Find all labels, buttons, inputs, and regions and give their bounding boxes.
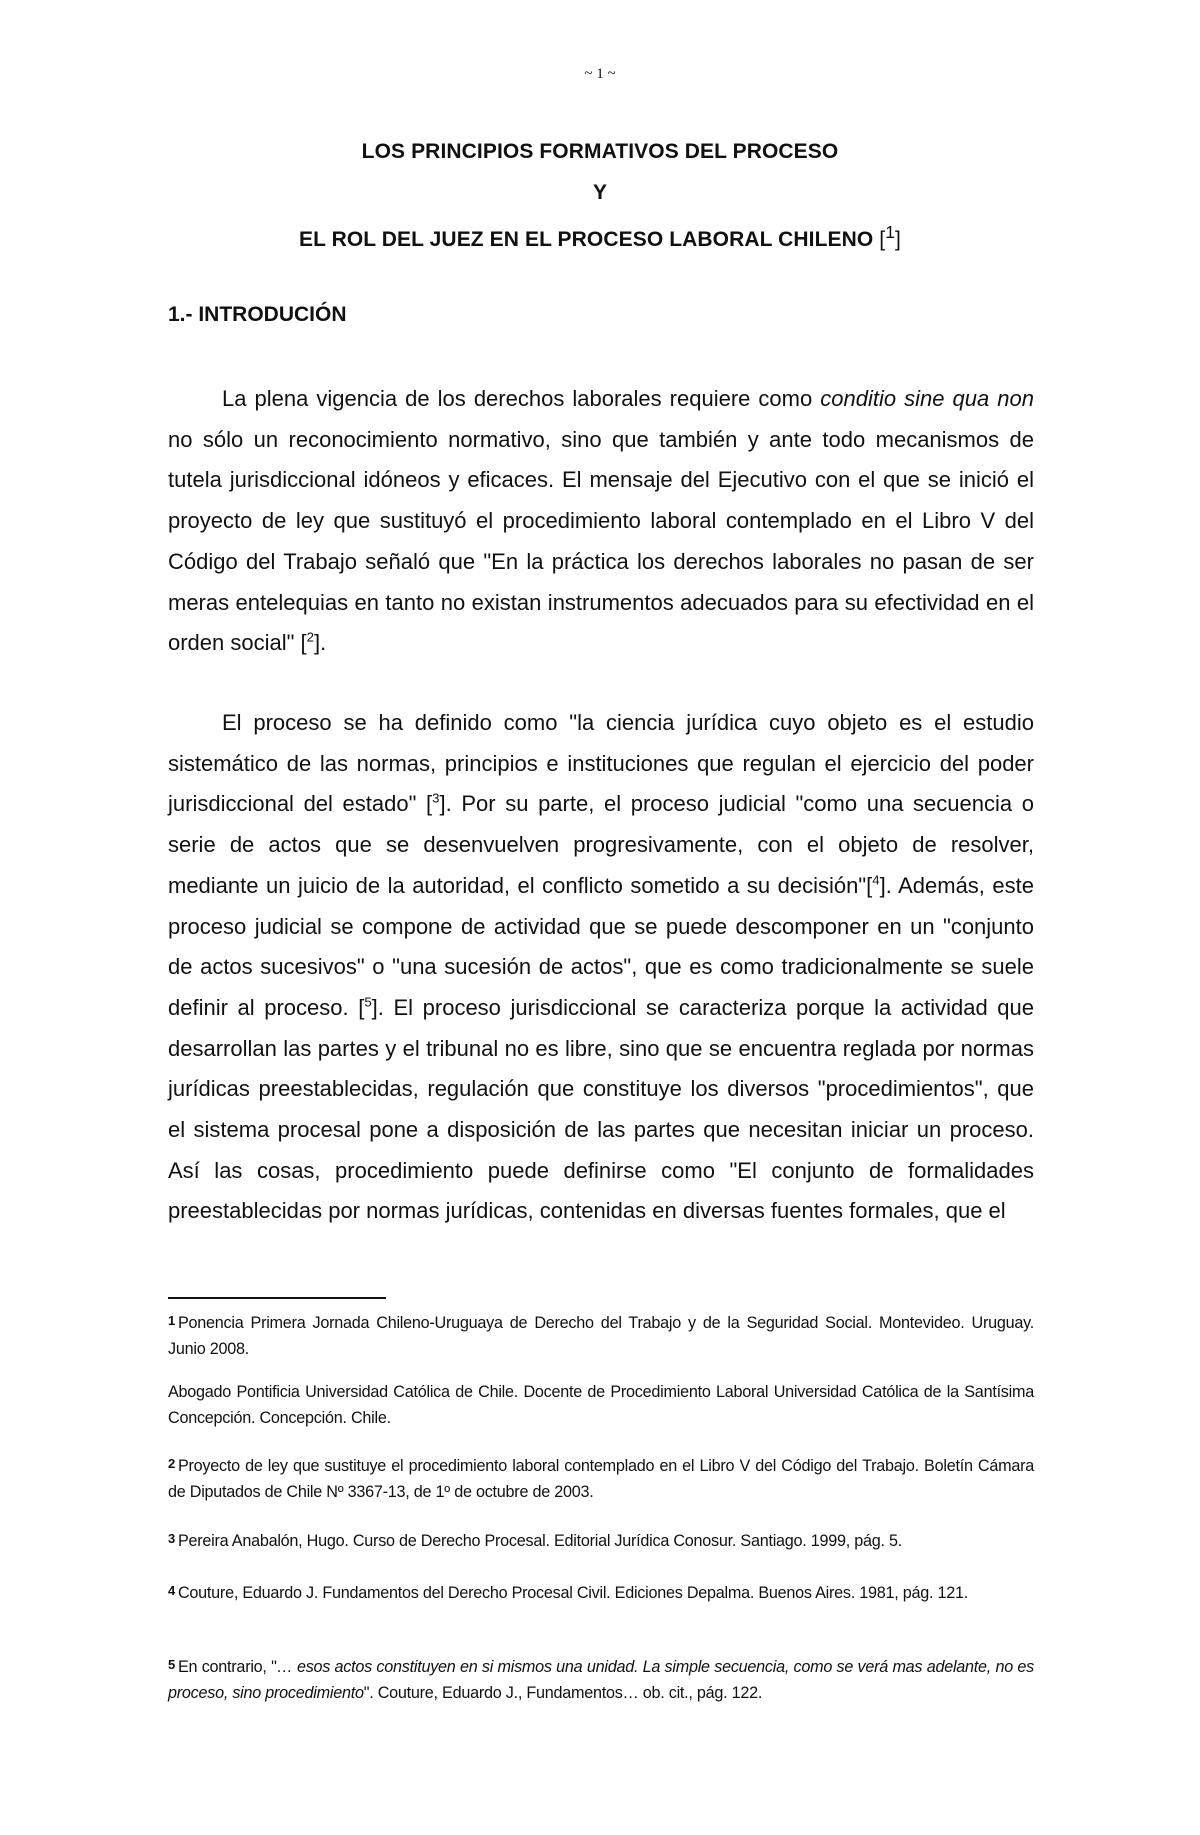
footnote-3: 3 Pereira Anabalón, Hugo. Curso de Derecho Procesal. Editorial Jurídica Conosur. Santiago. 1999, pág. 5.: [168, 1531, 903, 1550]
footnote-4: 4 Couture, Eduardo J. Fundamentos del Derecho Procesal Civil. Ediciones Depalma. Buenos Aires. 1981, pág. 121.: [168, 1583, 969, 1602]
latin-phrase: conditio sine qua non: [820, 386, 1035, 411]
footnote-mark: 1: [168, 1313, 175, 1328]
title-line-1: LOS PRINCIPIOS FORMATIVOS DEL PROCESO: [361, 140, 839, 163]
footnote-2: 2 Proyecto de ley que sustituye el procedimiento laboral contemplado en el Libro V del Código del Trabajo. Boletín Cámara de Diputados de Chile Nº 3367-13, de 1º de octubre de 2003.: [168, 1456, 1034, 1501]
paragraph-2: El proceso se ha definido como "la ciencia jurídica cuyo objeto es el estudio sistemático de las normas, principios e instituciones que regulan el ejercicio del poder jurisdiccional del estado" [$^3$]. Por su parte, el proceso judicial "como una secuencia o serie de actos que se desenvuelven progresivamente, con el objeto de resolver, mediante un juicio de la autoridad, el conflicto sometido a su decisión"[$^4$]. Además, este proceso judicial se compone de actividad que se puede descomponer en un "conjunto de actos sucesivos" o "una sucesión de actos", que es como tradicionalmente se suele definir al proceso. [$^5$]. El proceso jurisdiccional se caracteriza porque la actividad que desarrollan las partes y el tribunal no es libre, sino que se encuentra reglada por normas jurídicas preestablecidas, regulación que constituye los diversos "procedimientos", que el sistema procesal pone a disposición de las partes que necesitan iniciar un proceso. Así las cosas, procedimiento puede definirse como "El conjunto de formalidades preestablecidas por normas jurídicas, contenidas en diversas fuentes formales, que el: [168, 710, 1035, 1224]
paragraph-1: La plena vigencia de los derechos laborales requiere como conditio sine qua non no sólo un reconocimiento normativo, sino que también y ante todo mecanismos de tutela jurisdiccional idóneos y eficaces. El mensaje del Ejecutivo con el que se inició el proyecto de ley que sustituyó el procedimiento laboral contemplado en el Libro V del Código del Trabajo señaló que "En la práctica los derechos laborales no pasan de ser meras entelequias en tanto no existan instrumentos adecuados para su efectividad en el orden social" [$^2$].: [168, 386, 1035, 656]
footnote-5: 5 En contrario, "… esos actos constituyen en si mismos una unidad. La simple secuencia, como se verá mas adelante, no es proceso, sino procedimiento". Couture, Eduardo J., Fundamentos… ob. cit., pág. 122.: [168, 1657, 1034, 1702]
footnote-ref-5[interactable]: 5: [364, 994, 372, 1010]
footnote-mark: 4: [168, 1583, 175, 1598]
footnote-ref-4[interactable]: 4: [872, 872, 880, 888]
footnote-ref-3[interactable]: 3: [432, 791, 440, 807]
page-number: ~ 1 ~: [584, 66, 616, 82]
title-line-2: Y: [592, 181, 608, 204]
footnote-mark: 3: [168, 1531, 175, 1546]
footnote-mark: 2: [168, 1456, 175, 1471]
footnote-mark: 5: [168, 1657, 175, 1672]
footnote-5-quote: … esos actos constituyen en si mismos una unidad. La simple secuencia, como se verá mas adelante, no es proceso, sino procedimiento: [168, 1658, 1034, 1702]
section-heading: 1.- INTRODUCIÓN: [168, 303, 347, 326]
footnote-separator: [168, 1297, 386, 1299]
footnote-1: 1 Ponencia Primera Jornada Chileno-Uruguaya de Derecho del Trabajo y de la Seguridad Social. Montevideo. Uruguay. Junio 2008.: [168, 1313, 1034, 1358]
footnote-ref-1: 1: [885, 222, 896, 242]
footnote-1-author: Abogado Pontificia Universidad Católica de Chile. Docente de Procedimiento Laboral Universidad Católica de la Santísima Concepción. Concepción. Chile.: [168, 1383, 1034, 1427]
title-line-3: [0, 222, 1200, 252]
title-line-3-text: EL ROL DEL JUEZ EN EL PROCESO LABORAL CHILENO: [299, 228, 874, 251]
footnote-ref-2[interactable]: 2: [306, 629, 315, 645]
title-footnote-ref[interactable]: [$^1$]: [879, 222, 901, 251]
